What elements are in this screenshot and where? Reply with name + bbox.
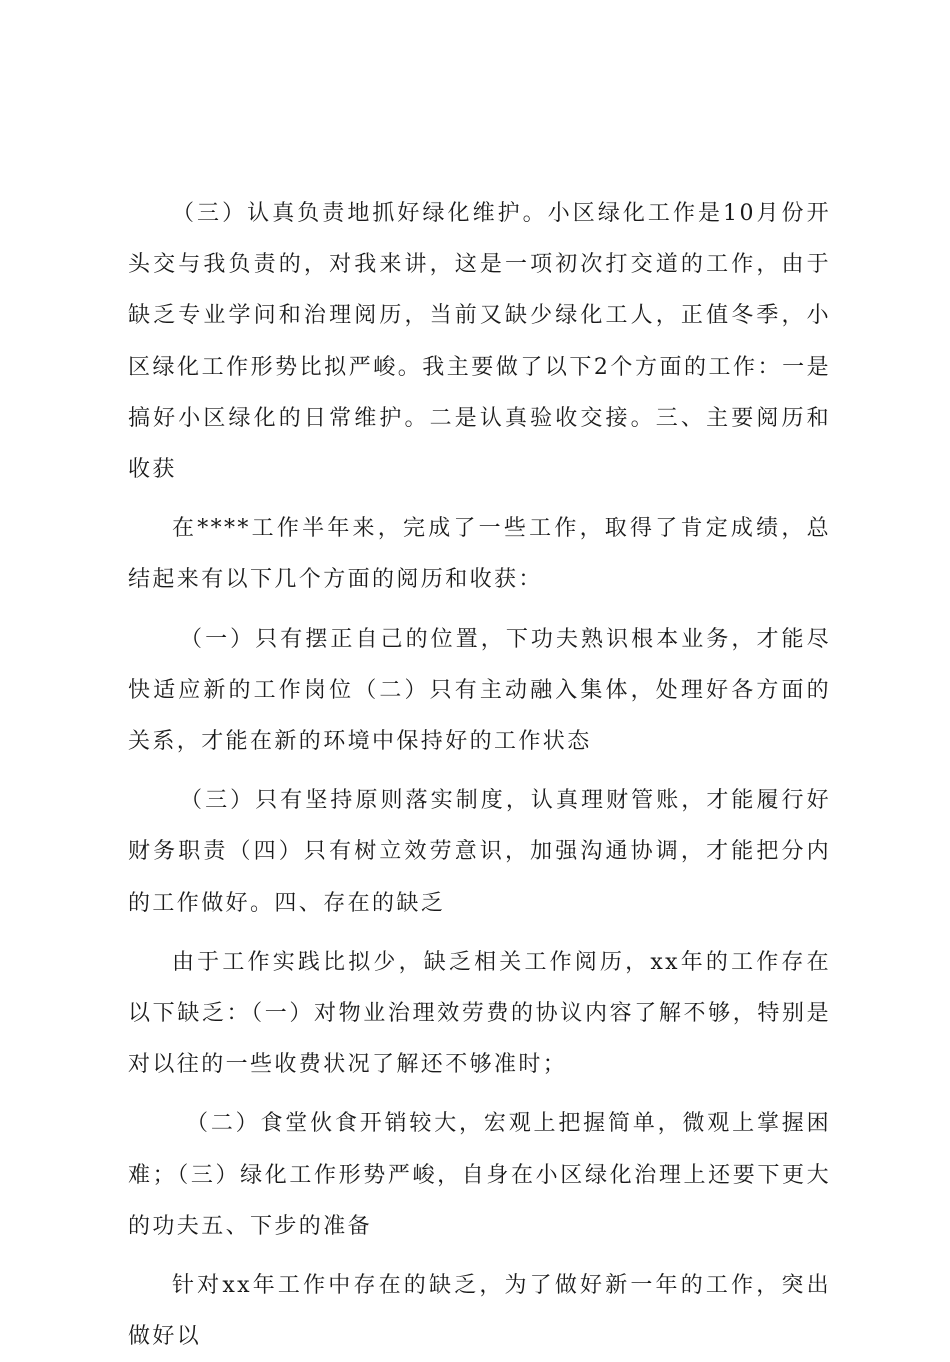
paragraph-experience-3-4: （三）只有坚持原则落实制度，认真理财管账，才能履行好财务职责（四）只有树立效劳意识，加强沟通协调，才能把分内的工作做好。四、存在的缺乏 <box>128 788 831 916</box>
paragraph-greening-maintenance: （三）认真负责地抓好绿化维护。小区绿化工作是10月份开头交与我负责的，对我来讲，这是一项初次打交道的工作，由于缺乏专业学问和治理阅历，当前又缺少绿化工人，正值冬季，小区绿化工作形势比拟严峻。我主要做了以下2个方面的工作：一是搞好小区绿化的日常维护。二是认真验收交接。三、主要阅历和收获 <box>128 201 831 483</box>
paragraph-experience-1-2: （一）只有摆正自己的位置，下功夫熟识根本业务，才能尽快适应新的工作岗位（二）只有主动融入集体，处理好各方面的关系，才能在新的环境中保持好的工作状态 <box>128 626 831 755</box>
document-body <box>128 188 831 1362</box>
paragraph-experience-intro: 在****工作半年来，完成了一些工作，取得了肯定成绩，总结起来有以下几个方面的阅历和收获： <box>128 516 831 593</box>
paragraph-next-plan: 针对xx年工作中存在的缺乏，为了做好新一年的工作，突出做好以 <box>128 1273 831 1350</box>
paragraph-shortcomings: 由于工作实践比拟少，缺乏相关工作阅历，xx年的工作存在以下缺乏：（一）对物业治理效劳费的协议内容了解不够，特别是对以往的一些收费状况了解还不够准时； <box>128 949 831 1078</box>
paragraph-shortcomings-2-3: （二）食堂伙食开销较大，宏观上把握简单，微观上掌握困难；（三）绿化工作形势严峻，自身在小区绿化治理上还要下更大的功夫五、下步的准备 <box>128 1111 831 1239</box>
